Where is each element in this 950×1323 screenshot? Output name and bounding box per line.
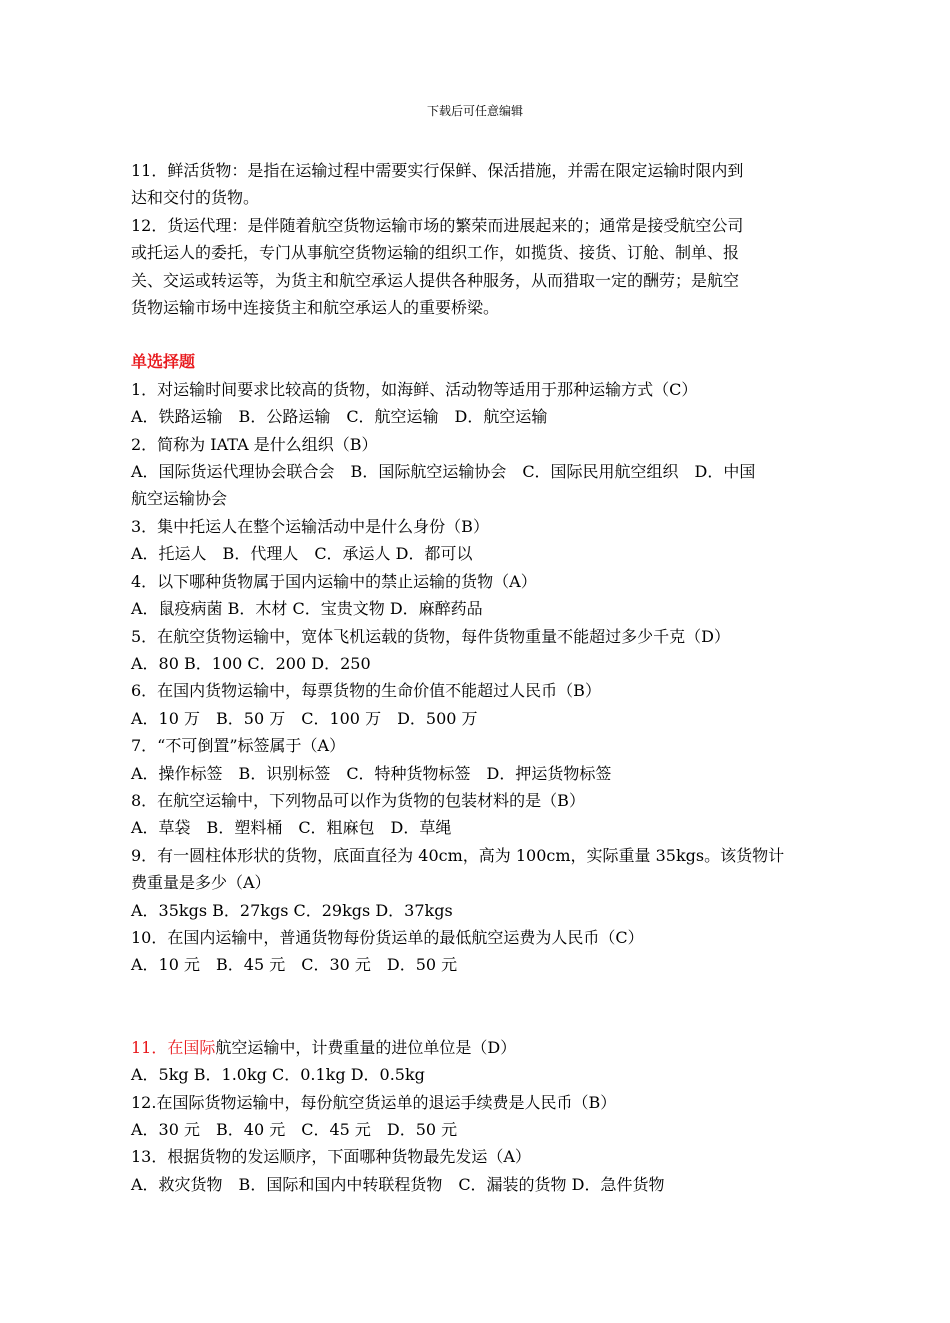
question-6: 6．在国内货物运输中，每票货物的生命价值不能超过人民币（B） [131,681,601,701]
answer-options-1: A．铁路运输 B．公路运输 C．航空运输 D．航空运输 [131,407,548,427]
question-10: 10．在国内运输中，普通货物每份货运单的最低航空运费为人民币（C） [131,927,644,947]
answer-options-12: A．30 元 B．40 元 C．45 元 D．50 元 [131,1120,458,1139]
answer-options-8: A．草袋 B．塑料桶 C．粗麻包 D．草绳 [131,818,452,838]
question-5: 5．在航空货物运输中，宽体飞机运载的货物，每件货物重量不能超过多少千克（D） [131,626,731,646]
answer-options-11: A．5kg B．1.0kg C．0.1kg D．0.5kg [131,1065,425,1085]
definition-11-line-2: 达和交付的货物。 [131,188,260,208]
question-9-line-2: 费重量是多少（A） [131,873,271,893]
question-3: 3．集中托运人在整个运输活动中是什么身份（B） [131,516,489,536]
question-11-text: 航空运输中，计费重量的进位单位是（D） [215,1037,517,1057]
question-8: 8．在航空运输中，下列物品可以作为货物的包装材料的是（B） [131,790,585,810]
spacer [131,979,847,1034]
document-body [131,157,847,1198]
answer-options-6: A．10 万 B．50 万 C．100 万 D．500 万 [131,708,478,728]
question-11-highlight: 11．在国际 [131,1037,216,1057]
definition-12-line-1: 12．货运代理：是伴随着航空货物运输市场的繁荣而进展起来的；通常是接受航空公司 [131,215,744,235]
definition-12-line-2: 或托运人的委托，专门从事航空货物运输的组织工作，如揽货、接货、订舱、制单、报 [131,243,740,263]
question-7: 7．“不可倒置”标签属于（A） [131,736,346,756]
definition-12-line-3: 关、交运或转运等，为货主和航空承运人提供各种服务，从而猎取一定的酬劳；是航空 [131,270,740,290]
answer-options-3: A．托运人 B．代理人 C．承运人 D．都可以 [131,544,473,564]
section-title: 单选择题 [131,352,196,372]
definition-11-line-1: 11．鲜活货物：是指在运输过程中需要实行保鲜、保活措施，并需在限定运输时限内到 [131,161,744,180]
answer-options-9: A．35kgs B．27kgs C．29kgs D．37kgs [131,900,453,920]
question-12: 12.在国际货物运输中，每份航空货运单的退运手续费是人民币（B） [131,1092,617,1112]
answer-options-10: A．10 元 B．45 元 C．30 元 D．50 元 [131,955,458,975]
question-4: 4．以下哪种货物属于国内运输中的禁止运输的货物（A） [131,571,537,591]
answer-options-4: A．鼠疫病菌 B．木材 C．宝贵文物 D．麻醉药品 [131,599,483,619]
spacer [131,321,847,348]
question-1: 1．对运输时间要求比较高的货物，如海鲜、活动物等适用于那种运输方式（C） [131,379,698,399]
question-11 [131,1034,847,1061]
answer-options-2-line-1: A．国际货运代理协会联合会 B．国际航空运输协会 C．国际民用航空组织 D．中国 [131,462,756,482]
answer-options-7: A．操作标签 B．识别标签 C．特种货物标签 D．押运货物标签 [131,763,612,783]
question-13: 13．根据货物的发运顺序，下面哪种货物最先发运（A） [131,1147,531,1167]
answer-options-13: A．救灾货物 B．国际和国内中转联程货物 C．漏装的货物 D．急件货物 [131,1174,665,1194]
question-2: 2．简称为 IATA 是什么组织（B） [131,434,378,454]
definition-12-line-4: 货物运输市场中连接货主和航空承运人的重要桥梁。 [131,298,500,318]
answer-options-5: A．80 B．100 C．200 D．250 [131,653,371,673]
page-header: 下载后可任意编辑 [426,104,523,118]
answer-options-2-line-2: 航空运输协会 [131,489,228,509]
question-9-line-1: 9．有一圆柱体形状的货物，底面直径为 40cm，高为 100cm，实际重量 35kgs。该货物计 [131,845,785,865]
